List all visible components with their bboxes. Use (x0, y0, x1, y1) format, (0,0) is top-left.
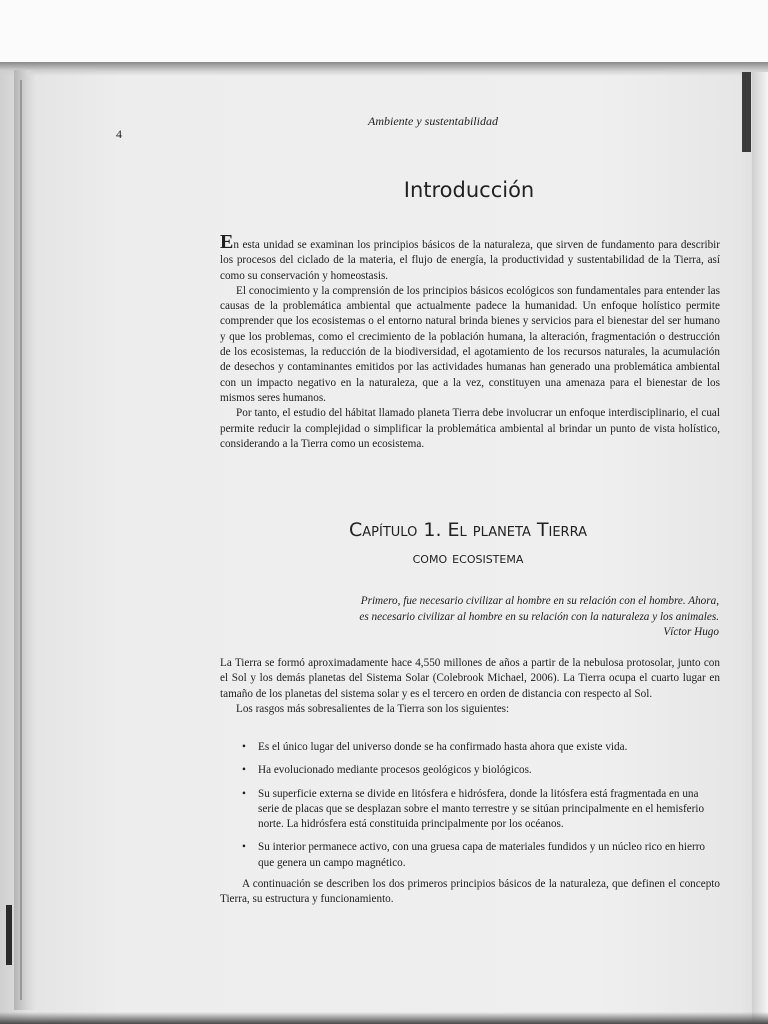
intro-body (220, 231, 720, 452)
scan-bottom-edge (0, 1012, 768, 1024)
bullet-icon: • (242, 764, 246, 777)
intro-paragraph-2: El conocimiento y la comprensión de los principios básicos ecológicos son fundamentales para entender las causas de la problemática ambiental que actualmente padece la humanidad. Un enfoque holístico permite comprender que los ecosistemas o el entorno natural brinda bienes y servicios para el bienestar del ser humano y que los problemas, como el crecimiento de la población humana, la alteración, fragmentación o destrucción de los ecosistemas, la reducción de la biodiversidad, el agotamiento de los recursos naturales, la acumulación de desechos y contaminantes emitidos por las actividades humanas han generado una problemática ambiental con un impacto negativo en la naturaleza, que a la vez, constituyen una amenaza para el bienestar de los mismos seres humanos. (220, 284, 720, 404)
bullet-icon: • (242, 841, 246, 854)
scan-artifact-bar (742, 72, 751, 152)
chapter-title-line-2: como ecosistema (412, 548, 524, 567)
chapter-body (220, 656, 720, 717)
running-head: Ambiente y sustentabilidad (368, 114, 498, 128)
list-item-text: Su interior permanece activo, con una gruesa capa de materiales fundidos y un núcleo rico en hierro que genera un campo magnético. (258, 841, 706, 869)
intro-paragraph-1-text: n esta unidad se examinan los principios básicos de la naturaleza, que sirven de fundamento para describir los procesos del ciclado de la materia, el flujo de energía, la productividad y sustentabilidad de la Tierra, así como su conservación y homeostasis. (220, 239, 720, 282)
chapter-paragraph-1: La Tierra se formó aproximadamente hace 4,550 millones de años a partir de la nebulosa protosolar, junto con el Sol y los demás planetas del Sistema Solar (Colebrook Michael, 2006). La Tierra ocupa el cuarto lugar en tamaño de los planetas del sistema solar y es el tercero en orden de distancia con respecto al Sol. (220, 657, 720, 700)
scan-artifact-mark (6, 905, 12, 965)
bullet-icon: • (242, 741, 246, 753)
chapter-title (218, 516, 718, 572)
epigraph-line-1: Primero, fue necesario civilizar al hombre en su relación con el hombre. Ahora, (360, 595, 719, 607)
drop-cap: E (220, 231, 234, 253)
spine-shadow (14, 70, 36, 1010)
intro-paragraph-1 (220, 231, 720, 284)
closing-paragraph: A continuación se describen los dos primeros principios básicos de la naturaleza, que definen el concepto Tierra, su estructura y funcionamiento. (220, 878, 720, 906)
spine-line (20, 80, 22, 1000)
list-item (240, 763, 720, 778)
page-number: 4 (116, 127, 122, 141)
scan-right-edge (752, 72, 768, 1024)
list-item-text: Es el único lugar del universo donde se ha confirmado hasta ahora que existe vida. (258, 741, 628, 753)
chapter-title-line-1: Capítulo 1. El planeta Tierra (349, 519, 587, 541)
list-item-text: Su superficie externa se divide en litósfera e hidrósfera, donde la litósfera está fragmentada en una serie de placas que se desplazan sobre el manto terrestre y se sitúan principalmente en el hemisferio norte. La hidrósfera está constituida principalmente por los océanos. (258, 787, 705, 831)
list-item (240, 740, 720, 755)
epigraph (300, 594, 719, 641)
intro-paragraph-3: Por tanto, el estudio del hábitat llamado planeta Tierra debe involucrar un enfoque interdisciplinario, el cual permite reducir la complejidad o simplificar la problemática ambiental al brindar un punto de vista holístico, considerando a la Tierra como un ecosistema. (220, 407, 720, 450)
features-list (240, 740, 720, 879)
list-item (240, 787, 720, 833)
scan-top-edge (0, 62, 768, 76)
list-item-text: Ha evolucionado mediante procesos geológicos y biológicos. (258, 764, 532, 777)
list-item (240, 840, 720, 871)
epigraph-line-2: es necesario civilizar al hombre en su relación con la naturaleza y los animales. (359, 610, 719, 623)
chapter-paragraph-2: Los rasgos más sobresalientes de la Tierra son los siguientes: (236, 702, 510, 715)
intro-title: Introducción (403, 178, 535, 202)
bullet-icon: • (242, 787, 246, 800)
epigraph-author: Víctor Hugo (663, 626, 719, 638)
background-strip (0, 0, 768, 62)
